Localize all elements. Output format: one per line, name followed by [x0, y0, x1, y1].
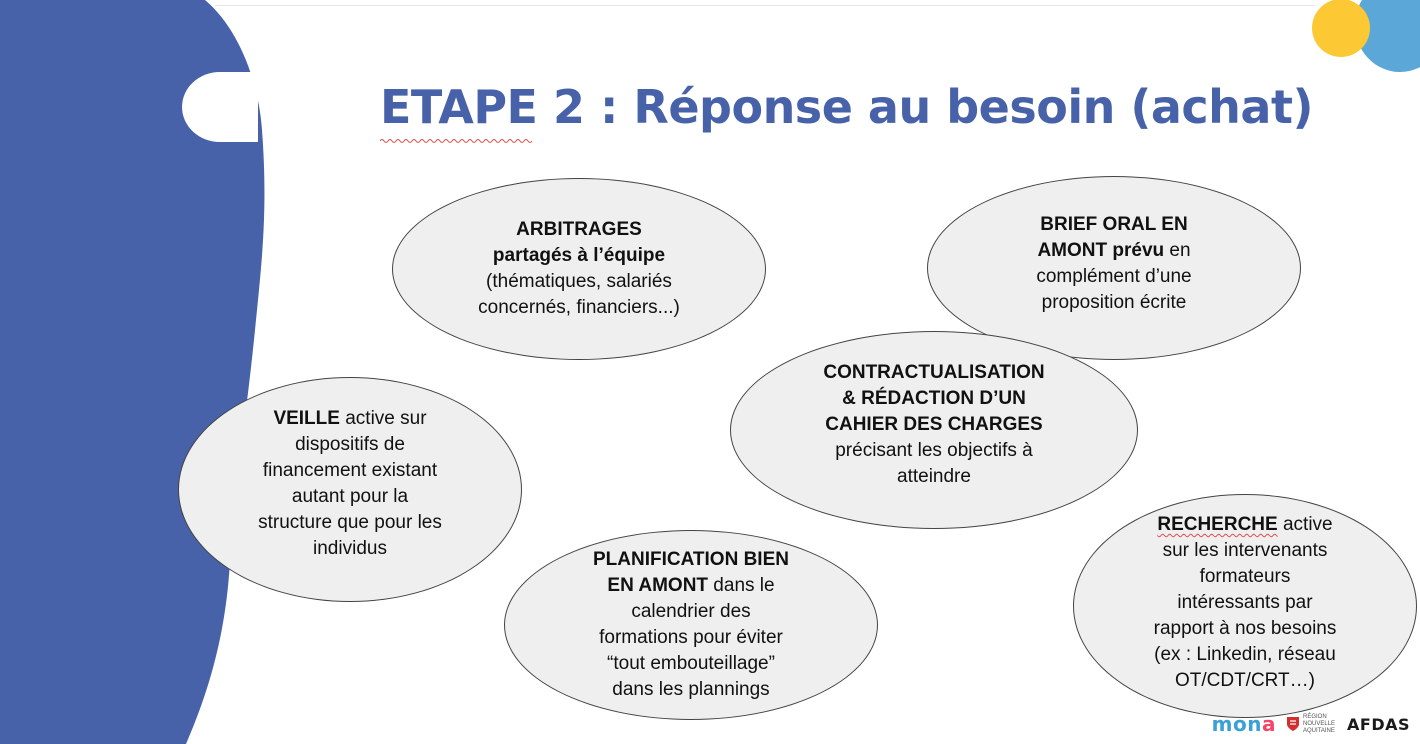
planif-heading: PLANIFICATION BIEN [593, 549, 789, 570]
contract-subheading: & RÉDACTION D’UN [842, 388, 1026, 409]
ellipse-arbitrages [392, 178, 766, 360]
recherche-line5: rapport à nos besoins [1153, 618, 1337, 639]
region-logo-text: RÉGION NOUVELLE AQUITAINE [1303, 713, 1336, 734]
spellcheck-underline [380, 138, 535, 144]
contract-line5: atteindre [897, 466, 971, 487]
brief-heading: BRIEF ORAL EN [1040, 214, 1188, 235]
ellipse-brief-oral-text [1036, 212, 1191, 316]
planif-line3: calendrier des [631, 601, 751, 622]
partner-logos [1212, 712, 1410, 736]
ellipse-arbitrages-text [478, 217, 680, 321]
ellipse-contractualisation [730, 331, 1138, 529]
recherche-heading: RECHERCHE [1157, 514, 1278, 535]
region-shield-icon [1286, 716, 1300, 732]
region-logo [1286, 714, 1337, 735]
ellipse-brief-oral [927, 176, 1301, 360]
recherche-line2: sur les intervenants [1162, 540, 1328, 561]
ellipse-veille [178, 377, 522, 602]
page-title: ETAPE 2 : Réponse au besoin (achat) [380, 80, 1313, 134]
recherche-line1-rest: active [1277, 514, 1333, 535]
recherche-line7: OT/CDT/CRT…) [1174, 670, 1315, 691]
ellipse-recherche [1073, 494, 1417, 718]
recherche-line6: (ex : Linkedin, réseau [1154, 644, 1336, 665]
veille-line2: dispositifs de [295, 433, 405, 455]
ellipse-recherche-text [1154, 512, 1337, 694]
veille-heading: VEILLE [273, 407, 340, 429]
arbitrages-line4: concernés, financiers...) [478, 297, 680, 318]
arbitrages-heading: ARBITRAGES [516, 219, 642, 240]
top-divider [215, 5, 1315, 6]
mona-logo: mona [1211, 712, 1276, 736]
veille-line1-rest: active sur [339, 407, 427, 429]
contract-subheading-2: CAHIER DES CHARGES [825, 414, 1043, 435]
planif-line4: formations pour éviter [599, 627, 783, 648]
ellipse-planification [504, 530, 878, 720]
planif-line6: dans les plannings [612, 679, 770, 700]
afdas-logo: AFDAS [1347, 714, 1410, 734]
brief-line3: complément d’une [1036, 266, 1192, 287]
left-wave-decoration [0, 0, 300, 744]
ellipse-planification-text [593, 547, 789, 703]
planif-line2-rest: dans le [708, 575, 775, 596]
arbitrages-line3: (thématiques, salariés [486, 271, 672, 292]
recherche-line3: formateurs [1199, 566, 1291, 587]
veille-line4: autant pour la [291, 485, 409, 507]
brief-line4: proposition écrite [1041, 292, 1187, 313]
brief-subheading: AMONT prévu [1037, 240, 1165, 261]
brief-line2-rest: en [1164, 240, 1191, 261]
ellipse-veille-text [258, 406, 442, 562]
contract-line4: précisant les objectifs à [835, 440, 1033, 461]
contract-heading: CONTRACTUALISATION [823, 362, 1045, 383]
veille-line5: structure que pour les [258, 511, 442, 533]
arbitrages-subheading: partagés à l’équipe [492, 245, 666, 266]
veille-line3: financement existant [262, 459, 438, 481]
ellipse-contractualisation-text [823, 360, 1044, 490]
planif-line5: “tout embouteillage” [607, 653, 775, 674]
planif-subheading: EN AMONT [607, 575, 709, 596]
recherche-line4: intéressants par [1177, 592, 1313, 613]
veille-line6: individus [313, 537, 387, 559]
